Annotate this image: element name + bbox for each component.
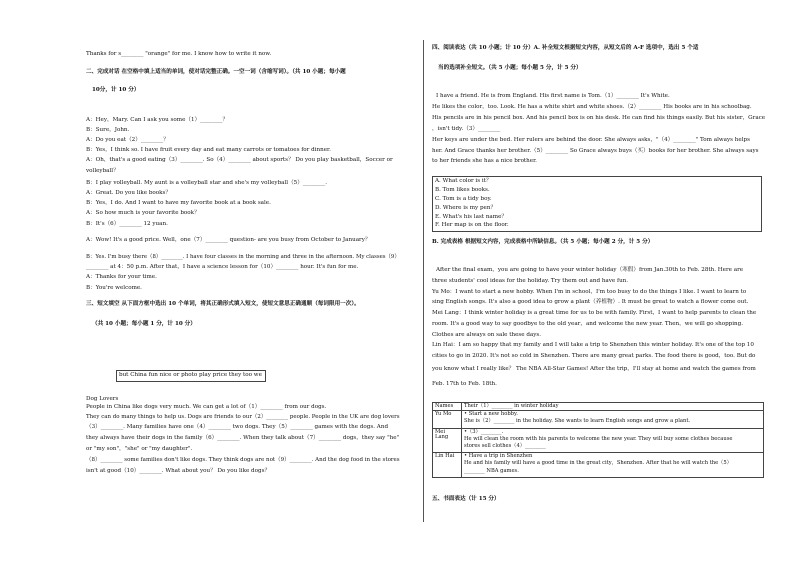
row-name: Mei Lang [433,428,462,453]
section-4-title: 四、阅读表达（共 10 小题；计 10 分）A. 补全短文根据短文内容，从短文后的 A-F 选项中，选出 5 个适 [432,45,699,51]
dialogue-line: A：Wow! It's a good price. Well，one（7）________ question- are you busy from October to January？ [86,237,371,243]
option: B. Tom likes books. [435,187,490,193]
options-box [432,176,762,232]
section-2-title: 二、完成对话 在空格中填上适当的单词，使对话完整正确。一空一词（含缩写词）。（共 10 小题；每小题 [86,69,346,75]
row-line: •（3）________. [464,428,504,435]
passage-line: （3）________. Many families have one（4）________ two dogs. They（5）________ games with the dogs. And [86,424,389,430]
dialogue-line: B：You're welcome. [86,285,142,291]
option: C. Tom is a tidy boy. [435,196,492,202]
left-column [86,0,400,562]
dialogue-line: A：Oh，that's a good eating（3）________. So（4）________ about sports？ Do you play basketball，Soccer or [86,157,393,163]
row-line: • Have a trip in Shenzhen [464,453,533,460]
passage-b-line: Mei Lang：I think winter holiday is a great time for us to be with family. First，I want to help parents to clean the [432,310,757,316]
dialogue-line: ________ at 4：50 p.m. After that，I have a science lesson for（10）________ hour. It's fun for me. [86,264,359,270]
section-2-score: 10分，计 10 分） [92,87,140,93]
table-header-row [433,403,764,411]
passage-line: People in China like dogs very much. We can get a lot of（1）________ from our dogs. [86,404,327,410]
passage-title: Dog Lovers [86,396,119,402]
dialogue-line: B：Yes，I think so. I have fruit every day and eat many carrots or tomatoes for dinner. [86,147,331,153]
passage-line: （8）________ some families don't like dogs. They think dogs are not（9）________. And the dog food in the stores [86,457,400,463]
section-5-title: 五、书面表达（计 15 分） [432,496,500,502]
table-header-text: Their（1）________ in winter holiday [462,403,764,411]
word-box-text: but China fun nice or photo play price they too we [119,372,262,378]
table-row [433,428,764,453]
passage-b-line: sing English songs. It's also a good idea to grow a plant（养植物）. It must be great to watch a flower come out. [432,299,749,305]
option: A. What color is it？ [435,178,492,184]
word-box [116,370,266,382]
option: F. Her map is on the floor. [435,222,509,228]
passage-line: isn't at good（10）________. What about you？ Do you like dogs？ [86,468,271,474]
passage-b-line: three students' cool ideas for the holiday. Try them out and have fun. [432,278,629,284]
table-header-name: Names [433,403,462,411]
row-line: He will clean the room with his parents to welcome the new year. They will buy some clothes because [464,435,733,442]
option: E. What's his last name？ [435,214,507,220]
passage-b-line: you know what I really like？ The NBA All-Star Games! After the trip，I'll stay at home and watch the games from [432,366,756,372]
dialogue-line: A：Hey，Mary. Can I ask you some（1）________？ [86,117,229,123]
row-name: Lin Hai [433,453,462,478]
passage-a-line: His pencils are in his pencil box. And his pencil box is on his desk. He can find his things easily. But his sister，Grace [432,115,766,121]
dialogue-line: A：Great. Do you like books？ [86,190,171,196]
passage-a-line: ，isn't tidy.（3）________ [432,126,501,132]
passage-a-line: her. And Grace thanks her brother.（5）________ So Grace always buys（买）books for her brother. She always says [432,148,759,154]
dialogue-line: B：It's（6）________ 12 yuan. [86,221,168,227]
section-3-title: 三、短文填空 从下面方框中选出 10 个单词，将其正确形式填入短文，使短文意思正确通顺（每词限用一次）。 [86,301,360,307]
table-row [433,411,764,428]
section-4b-title: B. 完成表格 根据短文内容，完成表格中所缺信息。（共 5 小题；每小题 2 分，计 5 分） [432,239,654,245]
row-line: • Start a new hobby. [464,411,518,418]
table-row [433,453,764,478]
passage-a-line: to her friends she has a nice brother. [432,158,537,164]
column-divider [423,40,424,522]
holiday-table [432,402,764,478]
dialogue-line: A：Thanks for your time. [86,274,157,280]
dialogue-line: volleyball？ [86,168,119,174]
passage-line: they always have their dogs in the family（6）________. When they talk about（7）________ dogs，they say "he" [86,435,400,441]
right-column [432,0,774,562]
passage-line: They can do many things to help us. Dogs are friends to our（2）________ people. People in the UK are dog lovers [86,414,400,420]
section-3-score: （共 10 小题；每小题 1 分，计 10 分） [92,321,196,327]
thanks-line: Thanks for s________ "orange" for me. I know how to write it now. [86,51,272,57]
row-content [462,428,764,453]
passage-b-line: Clothes are always on sale these days. [432,332,542,338]
row-content [462,453,764,478]
dialogue-line: B：Yes，I do. And I want to have my favorite book at a book sale. [86,200,271,206]
dialogue-line: B：Sure，John. [86,127,130,133]
dialogue-line: A：Do you eat（2）________？ [86,137,169,143]
dialogue-line: A：So how much is your favorite book？ [86,210,200,216]
passage-b-line: cities to go in 2020. It's not so cold in Shenzhen. There are many great parks. The food there is good，too. But do [432,353,756,359]
passage-b-line: Feb. 17th to Feb. 18th. [432,381,497,387]
row-content [462,411,764,428]
passage-b-line: room. It's a good way to say goodbye to the old year，and welcome the new year. Then，we will go shopping. [432,321,743,327]
passage-line: or "my son"，"she" or "my daughter". [86,446,193,452]
passage-b-line: Lin Hai：I am so happy that my family and I will take a trip to Shenzhen this winter holiday. It's one of the top 10 [432,342,754,348]
row-line: ________ NBA games. [464,467,519,474]
option: D. Where is my pen？ [435,205,497,211]
dialogue-line: B：I play volleyball. My aunt is a volleyball star and she's my volleyball（5）________. [86,180,327,186]
passage-b-line: Yu Mo：I want to start a new hobby. When I'm in school，I'm too busy to do the things I like. I want to learn to [432,289,747,295]
row-line: stores sell clothes（4）________ [464,443,546,450]
row-line: He and his family will have a good time in the great city，Shenzhen. After that he will watch the（5） [464,460,732,467]
passage-a-line: He likes the color，too. Look. He has a white shirt and white shoes.（2）________ His books are in his schoolbag. [432,104,752,110]
passage-a-line: I have a friend. He is from England. His first name is Tom.（1）________ It's White. [436,93,670,99]
passage-a-line: Her keys are under the bed. Her rulers are behind the door. She always asks，"（4）________" Tom always helps [432,137,750,143]
row-name: Yu Mo [433,411,462,428]
passage-b-line: After the final exam，you are going to have your winter holiday（寒假）from Jan.30th to Feb. 28th. Here are [436,267,744,273]
section-4-subtitle: 当的选项补全短文。（共 5 小题；每小题 5 分，计 5 分） [438,65,582,71]
row-line: She is（2）________ in the holiday. She wants to learn English songs and grow a plant. [464,418,691,425]
dialogue-line: B：Yes. I'm busy there（8）________. I have four classes in the morning and three in the afternoon. My classes（9） [86,254,400,260]
